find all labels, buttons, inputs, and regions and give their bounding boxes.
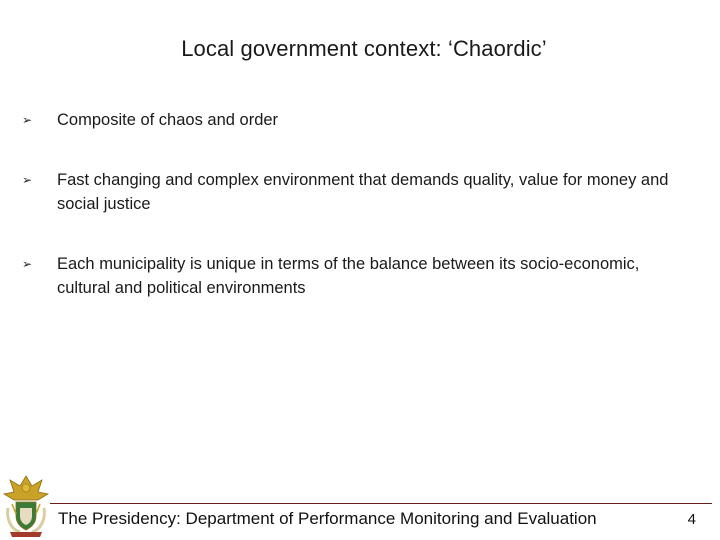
bullet-item	[22, 168, 682, 216]
bullet-text: Each municipality is unique in terms of the balance between its socio-economic, cultural and political environments	[57, 255, 640, 297]
footer-text: The Presidency: Department of Performance Monitoring and Evaluation	[58, 509, 597, 528]
bullet-text: Fast changing and complex environment that demands quality, value for money and social justice	[57, 171, 669, 213]
coat-of-arms-icon	[2, 470, 50, 538]
bullet-list	[22, 108, 682, 300]
bullet-item	[22, 252, 682, 300]
arrow-bullet-icon: ➢	[22, 113, 33, 127]
arrow-bullet-icon: ➢	[22, 173, 33, 187]
arrow-bullet-icon: ➢	[22, 257, 33, 271]
page-number: 4	[687, 511, 696, 528]
bullet-text: Composite of chaos and order	[57, 111, 279, 129]
bullet-item	[22, 108, 682, 132]
slide-title: Local government context: ‘Chaordic’	[181, 36, 547, 61]
footer-divider	[50, 503, 712, 504]
